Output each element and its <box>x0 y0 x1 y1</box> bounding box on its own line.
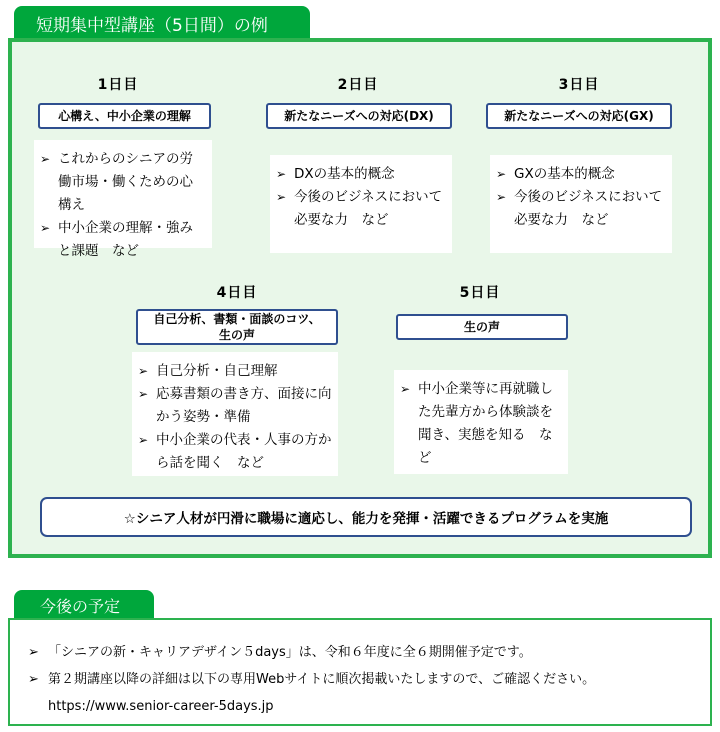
list-item: ➢ 今後のビジネスにおいて必要な力 など <box>496 186 666 232</box>
arrowhead-right-icon: ➢ <box>400 382 411 396</box>
section-tab-schedule <box>14 590 154 620</box>
arrowhead-right-icon: ➢ <box>40 221 51 235</box>
day-4-label: 4日目 <box>216 285 258 301</box>
day-4-content <box>132 352 338 476</box>
day-2-label: 2日目 <box>337 77 379 93</box>
day-2-topic: 新たなニーズへの対応(DX) <box>266 103 452 129</box>
day-4-topic: 自己分析、書類・面談のコツ、生の声 <box>136 309 338 345</box>
list-item: ➢ DXの基本的概念 <box>276 163 446 186</box>
day-1-content <box>34 140 212 259</box>
day-1-topic: 心構え、中小企業の理解 <box>38 103 211 129</box>
day-3-label: 3日目 <box>558 77 600 93</box>
website-url[interactable]: https://www.senior-career-5days.jp <box>48 699 274 714</box>
arrowhead-right-icon: ➢ <box>276 167 287 181</box>
day-1-label: 1日目 <box>97 77 139 93</box>
list-item: ➢ GXの基本的概念 <box>496 163 666 186</box>
arrowhead-right-icon: ➢ <box>28 645 39 660</box>
section-tab-course-example <box>14 6 310 40</box>
arrowhead-right-icon: ➢ <box>138 433 149 447</box>
day-3-content <box>490 155 672 253</box>
arrowhead-right-icon: ➢ <box>28 672 39 687</box>
list-item: ➢ 中小企業の理解・強みと課題 など <box>40 217 206 263</box>
list-item: ➢ これからのシニアの労働市場・働くための心構え <box>40 148 206 217</box>
arrowhead-right-icon: ➢ <box>496 190 507 204</box>
list-item: ➢ 応募書類の書き方、面接に向かう姿勢・準備 <box>138 383 332 429</box>
day-5-label: 5日目 <box>459 285 501 301</box>
arrowhead-right-icon: ➢ <box>276 190 287 204</box>
list-item: ➢ 今後のビジネスにおいて必要な力 など <box>276 186 446 232</box>
day-2-content <box>270 155 452 253</box>
banner-text: ☆シニア人材が円滑に職場に適応し、能力を発揮・活躍できるプログラムを実施 <box>123 511 609 527</box>
list-item: ➢ 中小企業等に再就職した先輩方から体験談を聞き、実態を知る など <box>400 378 562 470</box>
arrowhead-right-icon: ➢ <box>138 387 149 401</box>
day-5-content <box>394 370 568 474</box>
arrowhead-right-icon: ➢ <box>40 152 51 166</box>
list-item: ➢ 自己分析・自己理解 <box>138 360 332 383</box>
day-5-topic: 生の声 <box>396 314 568 340</box>
list-item: ➢ 中小企業の代表・人事の方から話を聞く など <box>138 429 332 475</box>
section-tab-title: 短期集中型講座（5日間）の例 <box>36 15 268 36</box>
day-3-topic: 新たなニーズへの対応(GX) <box>486 103 672 129</box>
program-summary-banner <box>40 497 692 537</box>
arrowhead-right-icon: ➢ <box>138 364 149 378</box>
schedule-item: ➢ 「シニアの新・キャリアデザイン５days」は、令和６年度に全６期開催予定です。 <box>28 643 532 663</box>
arrowhead-right-icon: ➢ <box>496 167 507 181</box>
section-tab-title: 今後の予定 <box>40 596 121 616</box>
schedule-item: ➢ 第２期講座以降の詳細は以下の専用Webサイトに順次掲載いたしますので、ご確認ください。 <box>28 670 595 690</box>
